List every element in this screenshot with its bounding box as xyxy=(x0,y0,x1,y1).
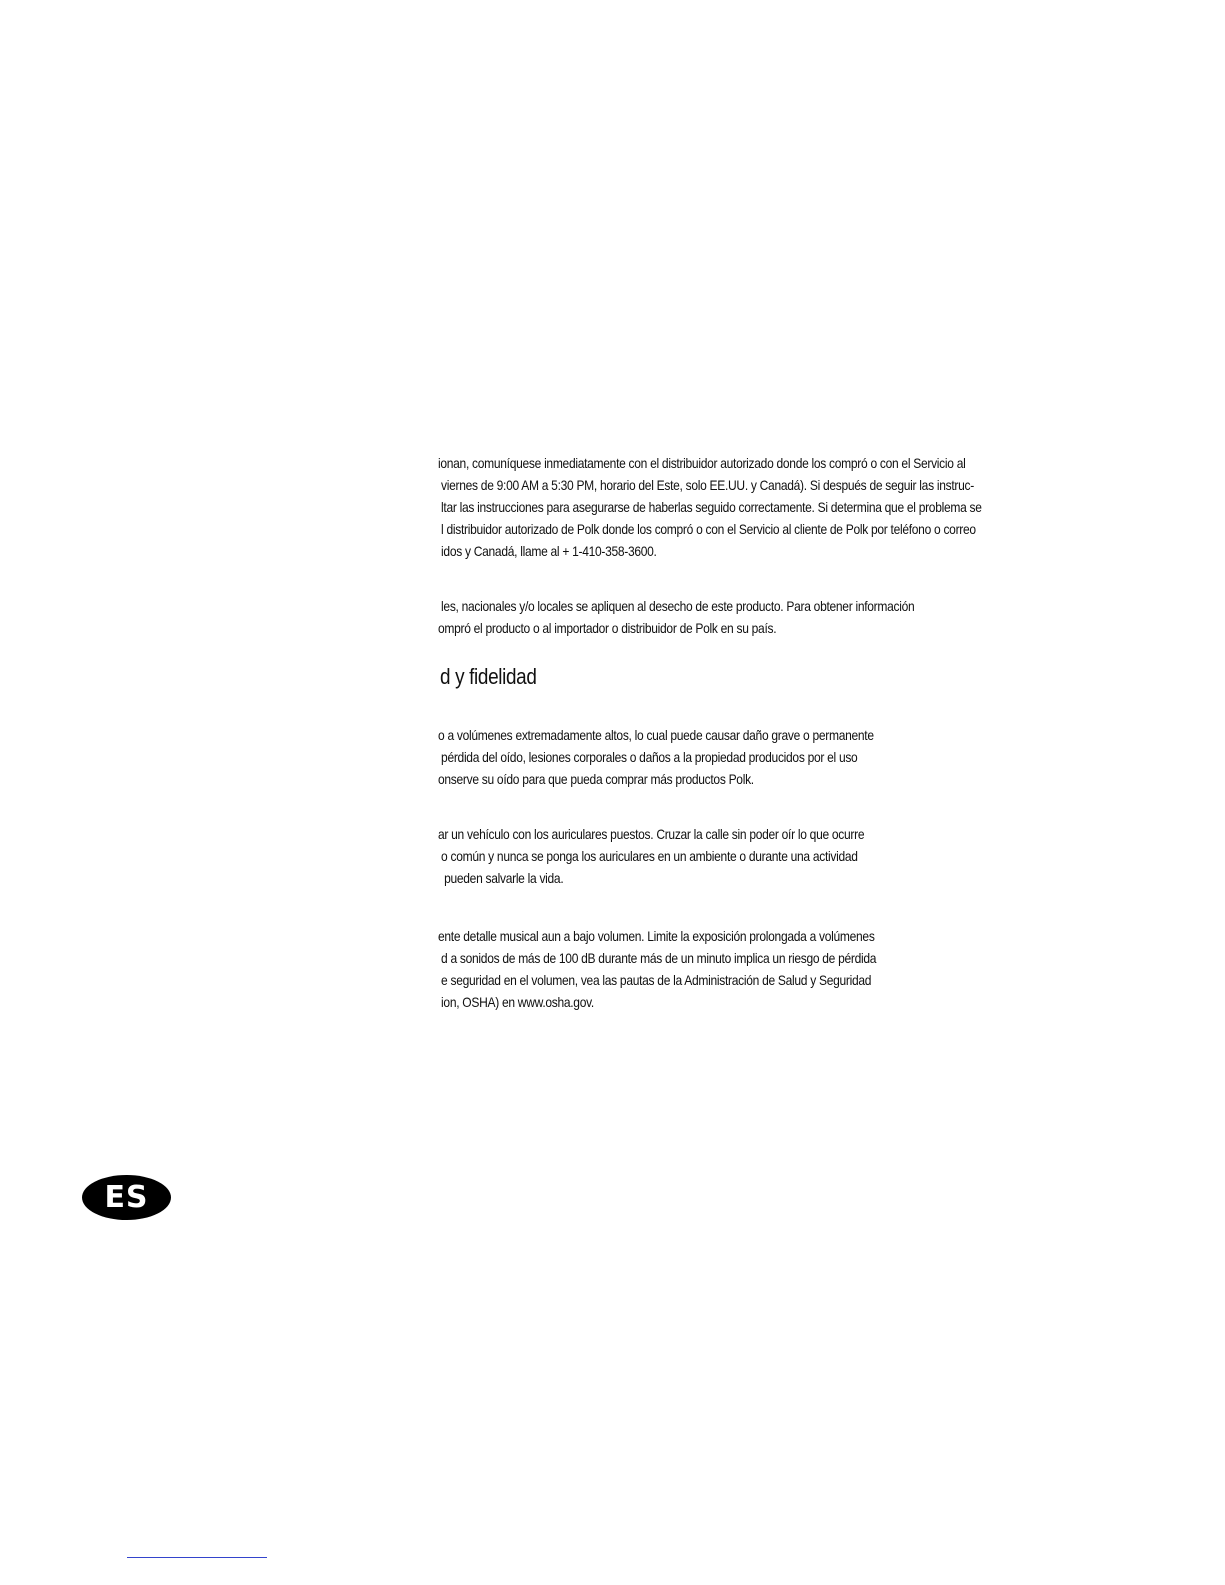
volume-line-1: o a volúmenes extremadamente altos, lo cual puede causar daño grave o permanente xyxy=(438,727,874,743)
exposure-line-1: ente detalle musical aun a bajo volumen. Limite la exposición prolongada a volúmenes xyxy=(438,928,875,944)
language-badge xyxy=(82,1175,171,1220)
disposal-paragraph xyxy=(438,595,915,659)
exposure-line-3: e seguridad en el volumen, vea las pautas de la Administración de Salud y Seguridad xyxy=(438,972,872,988)
footer-rule xyxy=(127,1557,267,1558)
volume-line-2: pérdida del oído, lesiones corporales o daños a la propiedad producidos por el uso xyxy=(438,749,858,765)
exposure-paragraph xyxy=(438,925,877,1021)
traffic-paragraph xyxy=(438,823,865,903)
service-line-4: l distribuidor autorizado de Polk donde los compró o con el Servicio al cliente de Polk por teléfono o correo xyxy=(438,521,976,537)
service-paragraph xyxy=(438,452,982,564)
service-line-5: idos y Canadá, llame al + 1-410-358-3600. xyxy=(438,543,657,559)
language-badge-label: ES xyxy=(104,1179,149,1215)
disposal-line-2: ompró el producto o al importador o distribuidor de Polk en su país. xyxy=(438,620,777,636)
traffic-line-3: pueden salvarle la vida. xyxy=(438,870,564,886)
exposure-line-4: ion, OSHA) en www.osha.gov. xyxy=(438,994,594,1010)
service-line-3: ltar las instrucciones para asegurarse de haberlas seguido correctamente. Si determina que el problema se xyxy=(438,499,982,515)
exposure-line-2: d a sonidos de más de 100 dB durante más de un minuto implica un riesgo de pérdida xyxy=(438,950,877,966)
service-line-1: ionan, comuníquese inmediatamente con el distribuidor autorizado donde los compró o con el Servicio al xyxy=(438,455,966,471)
volume-paragraph xyxy=(438,724,874,804)
service-line-2: viernes de 9:00 AM a 5:30 PM, horario del Este, solo EE.UU. y Canadá). Si después de seguir las instruc- xyxy=(438,477,974,493)
section-heading: d y fidelidad xyxy=(440,664,537,689)
traffic-line-2: o común y nunca se ponga los auriculares en un ambiente o durante una actividad xyxy=(438,848,858,864)
traffic-line-1: ar un vehículo con los auriculares puestos. Cruzar la calle sin poder oír lo que ocurre xyxy=(438,826,865,842)
volume-line-3: onserve su oído para que pueda comprar más productos Polk. xyxy=(438,771,754,787)
disposal-line-1: les, nacionales y/o locales se apliquen al desecho de este producto. Para obtener información xyxy=(438,598,915,614)
